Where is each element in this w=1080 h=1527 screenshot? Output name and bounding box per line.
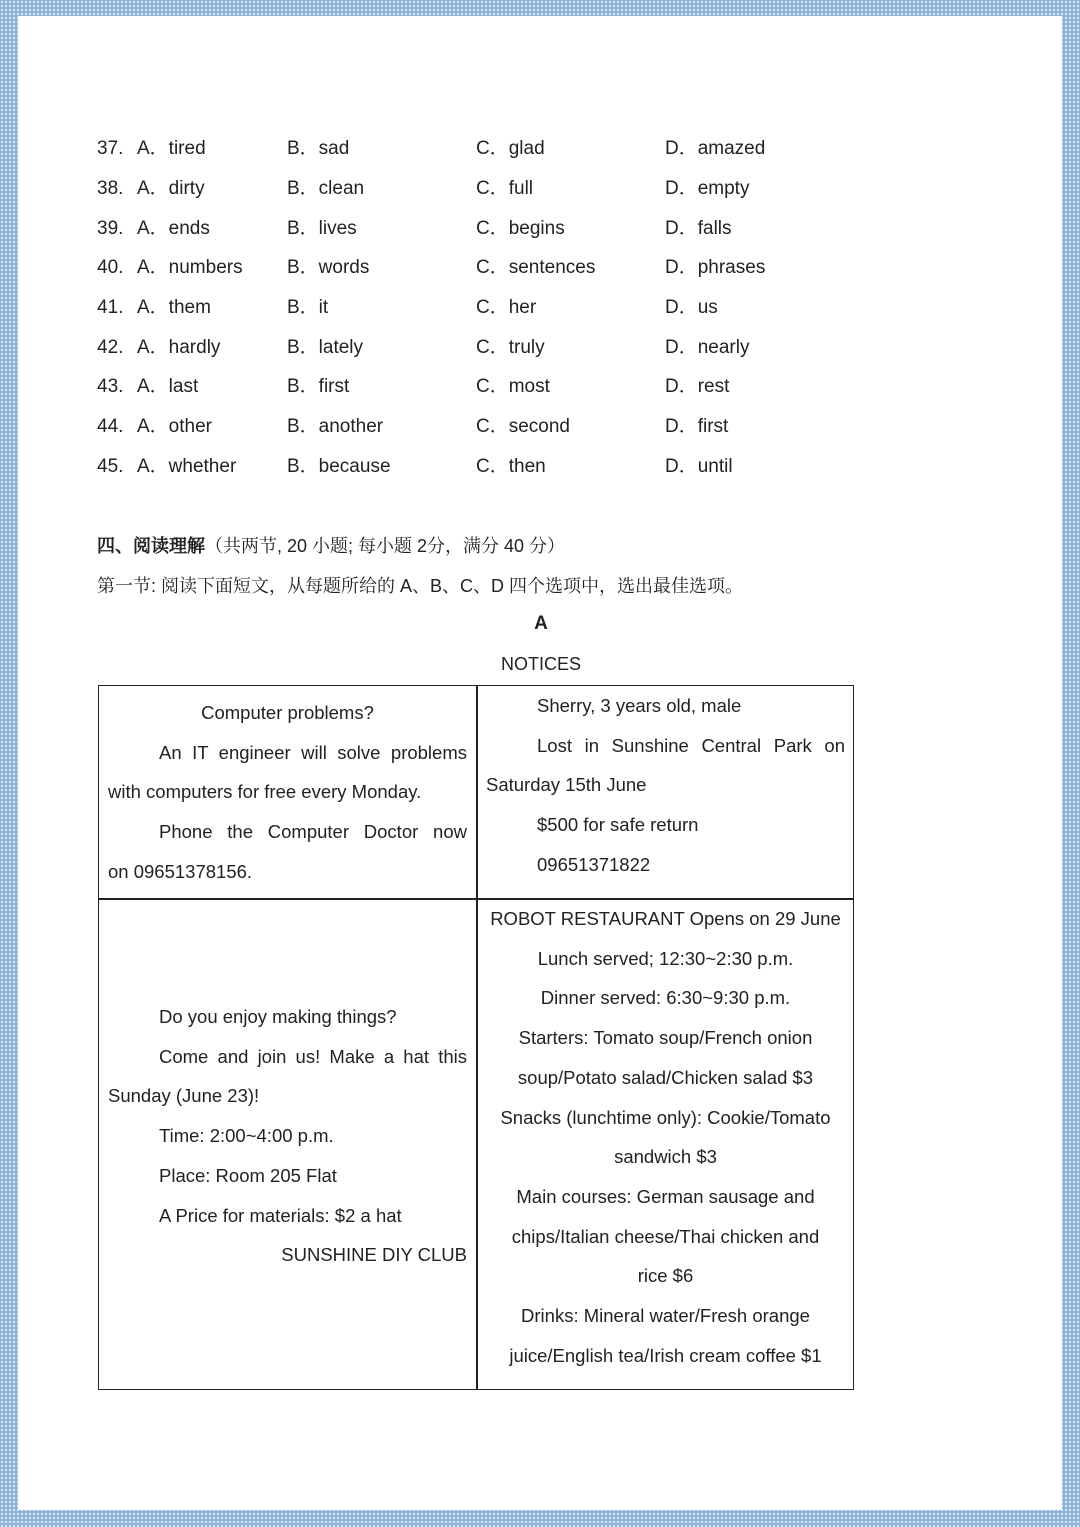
- notice-line: ROBOT RESTAURANT Opens on 29 June: [490, 908, 841, 929]
- notice-lost: [486, 686, 845, 885]
- option-b: B．sad: [287, 138, 350, 159]
- notices-title: NOTICES: [500, 654, 581, 674]
- notice-line: $500 for safe return: [537, 814, 699, 836]
- notice-line: rice $6: [637, 1265, 694, 1287]
- option-d: D．us: [665, 297, 718, 318]
- option-a: A．them: [137, 297, 211, 318]
- notice-line: An IT engineer will solve problems: [159, 741, 467, 763]
- table-divider-vertical: [476, 686, 478, 1389]
- question-number: 44.: [97, 416, 124, 437]
- option-d: D．until: [665, 456, 733, 477]
- notice-line: Saturday 15th June: [486, 774, 647, 796]
- option-d: D．phrases: [665, 257, 766, 278]
- option-c: C．her: [476, 297, 537, 318]
- question-row: [97, 254, 857, 282]
- option-a: A．whether: [137, 456, 237, 477]
- option-b: B．first: [287, 376, 350, 397]
- notice-restaurant: [486, 899, 845, 1375]
- option-b: B．words: [287, 257, 370, 278]
- notice-line: Phone the Computer Doctor now: [159, 821, 467, 843]
- notices-table: [98, 685, 854, 1390]
- section-title-bold: 四、阅读理解: [97, 536, 205, 556]
- option-b: B．lives: [287, 218, 357, 239]
- section-title: [97, 533, 565, 559]
- question-number: 43.: [97, 376, 124, 397]
- question-row: [97, 373, 857, 401]
- notice-line: Do you enjoy making things?: [159, 1006, 397, 1027]
- option-c: C．then: [476, 456, 546, 477]
- option-d: D．falls: [665, 218, 732, 239]
- notice-line: juice/English tea/Irish cream coffee $1: [509, 1344, 822, 1366]
- option-b: B．another: [287, 416, 384, 437]
- option-d: D．first: [665, 416, 729, 437]
- option-a: A．ends: [137, 218, 210, 239]
- option-d: D．empty: [665, 178, 750, 199]
- notice-signature: SUNSHINE DIY CLUB: [281, 1244, 467, 1266]
- notice-line: Lunch served; 12:30~2:30 p.m.: [537, 947, 794, 969]
- question-number: 37.: [97, 138, 124, 159]
- notice-line: Main courses: German sausage and: [516, 1185, 815, 1207]
- notice-computer: [108, 693, 467, 892]
- question-number: 39.: [97, 218, 124, 239]
- notice-line: Lost in Sunshine Central Park on: [537, 734, 845, 756]
- subsection-instructions: 第一节: 阅读下面短文，从每题所给的 A、B、C、D 四个选项中，选出最佳选项。: [97, 576, 744, 596]
- option-a: A．numbers: [137, 257, 243, 278]
- notice-heading: Computer problems?: [201, 702, 374, 723]
- question-number: 41.: [97, 297, 124, 318]
- question-row: [97, 135, 857, 163]
- option-c: C．most: [476, 376, 550, 397]
- question-number: 40.: [97, 257, 124, 278]
- notice-line: Come and join us! Make a hat this: [159, 1045, 467, 1067]
- notice-line: Sherry, 3 years old, male: [537, 695, 742, 716]
- option-a: A．hardly: [137, 337, 221, 358]
- question-number: 45.: [97, 456, 124, 477]
- notice-line: with computers for free every Monday.: [108, 781, 422, 803]
- notice-line: Place: Room 205 Flat: [159, 1164, 337, 1186]
- notice-line: 09651371822: [537, 853, 651, 875]
- question-row: [97, 294, 857, 322]
- option-c: C．glad: [476, 138, 545, 159]
- question-row: [97, 215, 857, 243]
- option-c: C．begins: [476, 218, 565, 239]
- option-d: D．nearly: [665, 337, 750, 358]
- section-title-note: （共两节, 20 小题; 每小题 2分，满分 40 分）: [205, 536, 566, 556]
- notice-line: Time: 2:00~4:00 p.m.: [159, 1125, 334, 1147]
- option-b: B．it: [287, 297, 329, 318]
- option-a: A．other: [137, 416, 212, 437]
- option-c: C．full: [476, 178, 534, 199]
- option-b: B．lately: [287, 337, 364, 358]
- option-a: A．last: [137, 376, 199, 397]
- option-d: D．rest: [665, 376, 730, 397]
- question-row: [97, 175, 857, 203]
- option-d: D．amazed: [665, 138, 766, 159]
- passage-letter: A: [534, 613, 548, 634]
- option-b: B．clean: [287, 178, 365, 199]
- notice-line: Sunday (June 23)!: [108, 1085, 260, 1107]
- question-row: [97, 453, 857, 481]
- question-number: 38.: [97, 178, 124, 199]
- option-b: B．because: [287, 456, 391, 477]
- notice-line: Drinks: Mineral water/Fresh orange: [521, 1305, 810, 1327]
- option-a: A．tired: [137, 138, 206, 159]
- notice-diy-club: [108, 997, 467, 1275]
- notice-line: A Price for materials: $2 a hat: [159, 1204, 402, 1226]
- question-row: [97, 413, 857, 441]
- question-row: [97, 334, 857, 362]
- notice-line: Starters: Tomato soup/French onion: [518, 1027, 813, 1049]
- option-c: C．sentences: [476, 257, 596, 278]
- notice-line: chips/Italian cheese/Thai chicken and: [511, 1225, 820, 1247]
- notice-line: sandwich $3: [614, 1146, 717, 1168]
- notice-line: on 09651378156.: [108, 860, 253, 882]
- notice-line: Dinner served: 6:30~9:30 p.m.: [540, 987, 791, 1009]
- question-number: 42.: [97, 337, 124, 358]
- notice-line: Snacks (lunchtime only): Cookie/Tomato: [500, 1106, 831, 1128]
- option-c: C．second: [476, 416, 570, 437]
- notice-line: soup/Potato salad/Chicken salad $3: [517, 1066, 814, 1088]
- option-c: C．truly: [476, 337, 545, 358]
- option-a: A．dirty: [137, 178, 205, 199]
